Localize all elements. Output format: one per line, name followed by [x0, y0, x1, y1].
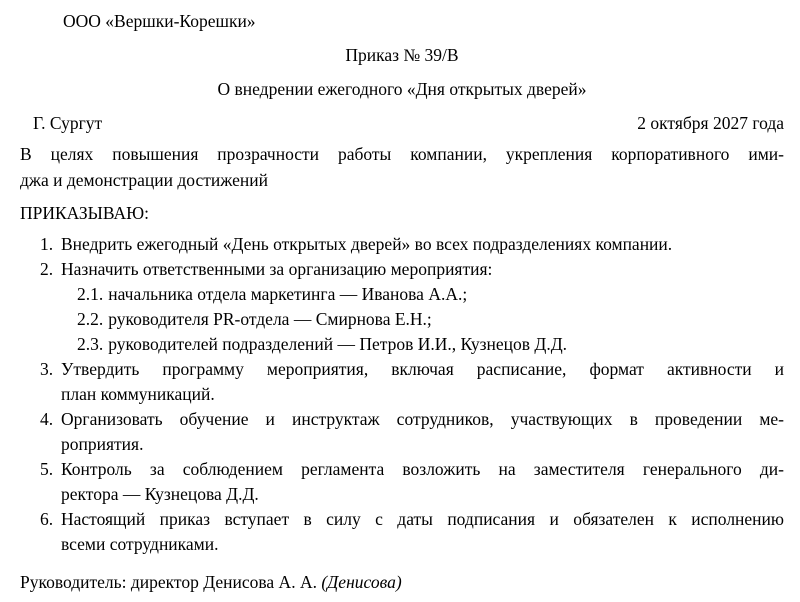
- item-line: руководителей подразделений — Петров И.И., Кузнецов Д.Д.: [108, 334, 568, 354]
- item-line: Назначить ответственными за организацию мероприятия:: [61, 259, 493, 279]
- item-number: 3.: [40, 359, 54, 379]
- preamble-line: В целях повышения прозрачности работы компании, укрепления корпоративного ими-: [20, 144, 784, 164]
- signature-text: Руководитель: директор Денисова А. А.: [20, 572, 317, 592]
- order-item-5: [20, 457, 784, 507]
- date-label: 2 октября 2027 года: [637, 113, 784, 133]
- item-line: Внедрить ежегодный «День открытых дверей» во всех подразделениях компании.: [61, 234, 673, 254]
- item-line: Утвердить программу мероприятия, включая расписание, формат активности и: [61, 359, 784, 379]
- item-line: Контроль за соблюдением регламента возложить на заместителя генерального ди-: [61, 459, 784, 479]
- signature-line: [20, 569, 784, 595]
- item-line: план коммуникаций.: [61, 384, 215, 404]
- item-number: 2.3.: [77, 334, 104, 354]
- item-line: роприятия.: [61, 434, 144, 454]
- order-subitem-2-3: [20, 332, 784, 357]
- city-label: Г. Сургут: [33, 113, 103, 133]
- item-line: руководителя PR-отдела — Смирнова Е.Н.;: [108, 309, 432, 329]
- item-line: ректора — Кузнецова Д.Д.: [61, 484, 259, 504]
- company-name: ООО «Вершки-Корешки»: [63, 11, 256, 31]
- item-number: 5.: [40, 459, 54, 479]
- item-line: Организовать обучение и инструктаж сотрудников, участвующих в проведении ме-: [61, 409, 784, 429]
- preamble-line: джа и демонстрации достижений: [20, 170, 268, 190]
- order-subject: О внедрении ежегодного «Дня открытых дверей»: [217, 79, 587, 99]
- order-item-3: [20, 357, 784, 407]
- decree-word: ПРИКАЗЫВАЮ:: [20, 203, 149, 223]
- order-item-2: [20, 257, 784, 282]
- item-line: начальника отдела маркетинга — Иванова А.А.;: [108, 284, 468, 304]
- item-number: 1.: [40, 234, 54, 254]
- city-date-row: [20, 110, 784, 136]
- item-number: 4.: [40, 409, 54, 429]
- order-title: Приказ № 39/В: [345, 45, 459, 65]
- order-item-6: [20, 507, 784, 557]
- order-item-1: [20, 232, 784, 257]
- order-item-4: [20, 407, 784, 457]
- item-line: Настоящий приказ вступает в силу с даты подписания и обязателен к исполнению: [61, 509, 784, 529]
- item-number: 2.1.: [77, 284, 104, 304]
- signature-transcript: (Денисова): [321, 572, 402, 592]
- item-number: 2.2.: [77, 309, 104, 329]
- item-line: всеми сотрудниками.: [61, 534, 219, 554]
- item-number: 2.: [40, 259, 54, 279]
- order-subitem-2-2: [20, 307, 784, 332]
- item-number: 6.: [40, 509, 54, 529]
- order-list: [20, 232, 784, 557]
- order-subitem-2-1: [20, 282, 784, 307]
- preamble: [20, 141, 784, 193]
